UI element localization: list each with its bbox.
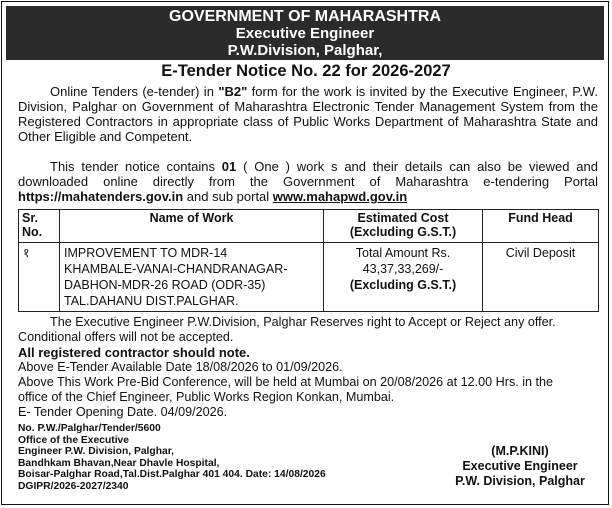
- reference-number: No. P.W./Palghar/Tender/5600: [18, 423, 161, 434]
- notes-section: [18, 315, 603, 420]
- work-table: [18, 209, 599, 312]
- office-title: Executive Engineer: [235, 25, 375, 42]
- intro-text-2: form for the work is invited by the Executive Engineer, P.W. Division, Palghar on Government of Maharashtra Electronic Tender Management System from the Registered Contractors in appropriate class of Public Works Department of Maharashtra State and Other Eligible and Competent.: [18, 84, 598, 144]
- address-line: Office of the Executive: [18, 434, 130, 446]
- details-text-2: ( One ) work s and their details can also be viewed and downloaded online directly from the Government of Maharashtra e-tendering Portal: [18, 159, 598, 189]
- office-address-block: [18, 423, 326, 492]
- details-text-1: This tender notice contains: [50, 159, 222, 174]
- address-line: Engineer P.W. Division, Palghar,: [18, 446, 175, 457]
- cell-fund-head: Civil Deposit: [483, 243, 599, 312]
- details-paragraph: [18, 159, 598, 204]
- reserve-note: The Executive Engineer P.W.Division, Palghar Reserves right to Accept or Reject any offer.: [50, 315, 556, 329]
- signatory-designation: Executive Engineer: [462, 459, 578, 473]
- opening-date-note: E- Tender Opening Date. 04/09/2026.: [18, 405, 228, 419]
- form-name: "B2": [218, 84, 248, 99]
- cell-sr-no: १: [19, 243, 60, 312]
- header-estimated-cost: Estimated Cost (Excluding G.S.T.): [324, 210, 483, 243]
- subportal-link: www.mahapwd.gov.in: [272, 189, 408, 204]
- notice-title: E-Tender Notice No. 22 for 2026-2027: [161, 62, 451, 80]
- division-title: P.W.Division, Palghar,: [227, 42, 383, 59]
- details-text-3: and sub portal: [183, 189, 273, 204]
- portal-link: https://mahatenders.gov.in: [18, 189, 184, 204]
- prebid-note-line1: Above This Work Pre-Bid Conference, will be held at Mumbai on 20/08/2026 at 12.00 Hrs. in the: [18, 375, 554, 389]
- table-row: [19, 243, 599, 312]
- header-name-of-work: Name of Work: [60, 210, 324, 243]
- signature-block: [440, 444, 600, 489]
- availability-note: Above E-Tender Available Date 18/08/2026 to 01/09/2026.: [18, 360, 343, 374]
- intro-text-1: Online Tenders (e-tender) in: [50, 84, 219, 99]
- work-count: 01: [221, 159, 237, 174]
- address-line: Bandhkam Bhavan,Near Dhavle Hospital,: [18, 457, 220, 469]
- signatory-division: P.W. Division, Palghar: [455, 474, 585, 488]
- signatory-name: (M.P.KINI): [491, 444, 549, 458]
- cell-estimated-cost: Total Amount Rs. 43,37,33,269/- (Excluding G.S.T.): [324, 243, 483, 312]
- cell-name-of-work: IMPROVEMENT TO MDR-14 KHAMBALE-VANAI-CHANDRANAGAR- DABHON-MDR-26 ROAD (ODR-35) TAL.DAHANU DIST.PALGHAR.: [60, 243, 324, 312]
- header-sr-no: Sr. No.: [19, 210, 60, 243]
- registered-note: All registered contractor should note.: [18, 345, 250, 360]
- notice-header: [6, 6, 604, 60]
- table-header-row: [19, 210, 599, 243]
- dgipr-number: DGIPR/2026-2027/2340: [18, 480, 129, 492]
- intro-paragraph: [18, 84, 598, 144]
- prebid-note-line2: office of the Chief Engineer, Public Works Region Konkan, Mumbai.: [18, 390, 395, 404]
- conditional-note: Conditional offers will not be accepted.: [18, 330, 234, 344]
- address-date-line: Boisar-Palghar Road,Tal.Dist.Palghar 401 404. Date: 14/08/2026: [18, 469, 326, 480]
- header-fund-head: Fund Head: [483, 210, 599, 243]
- government-title: GOVERNMENT OF MAHARASHTRA: [169, 8, 441, 25]
